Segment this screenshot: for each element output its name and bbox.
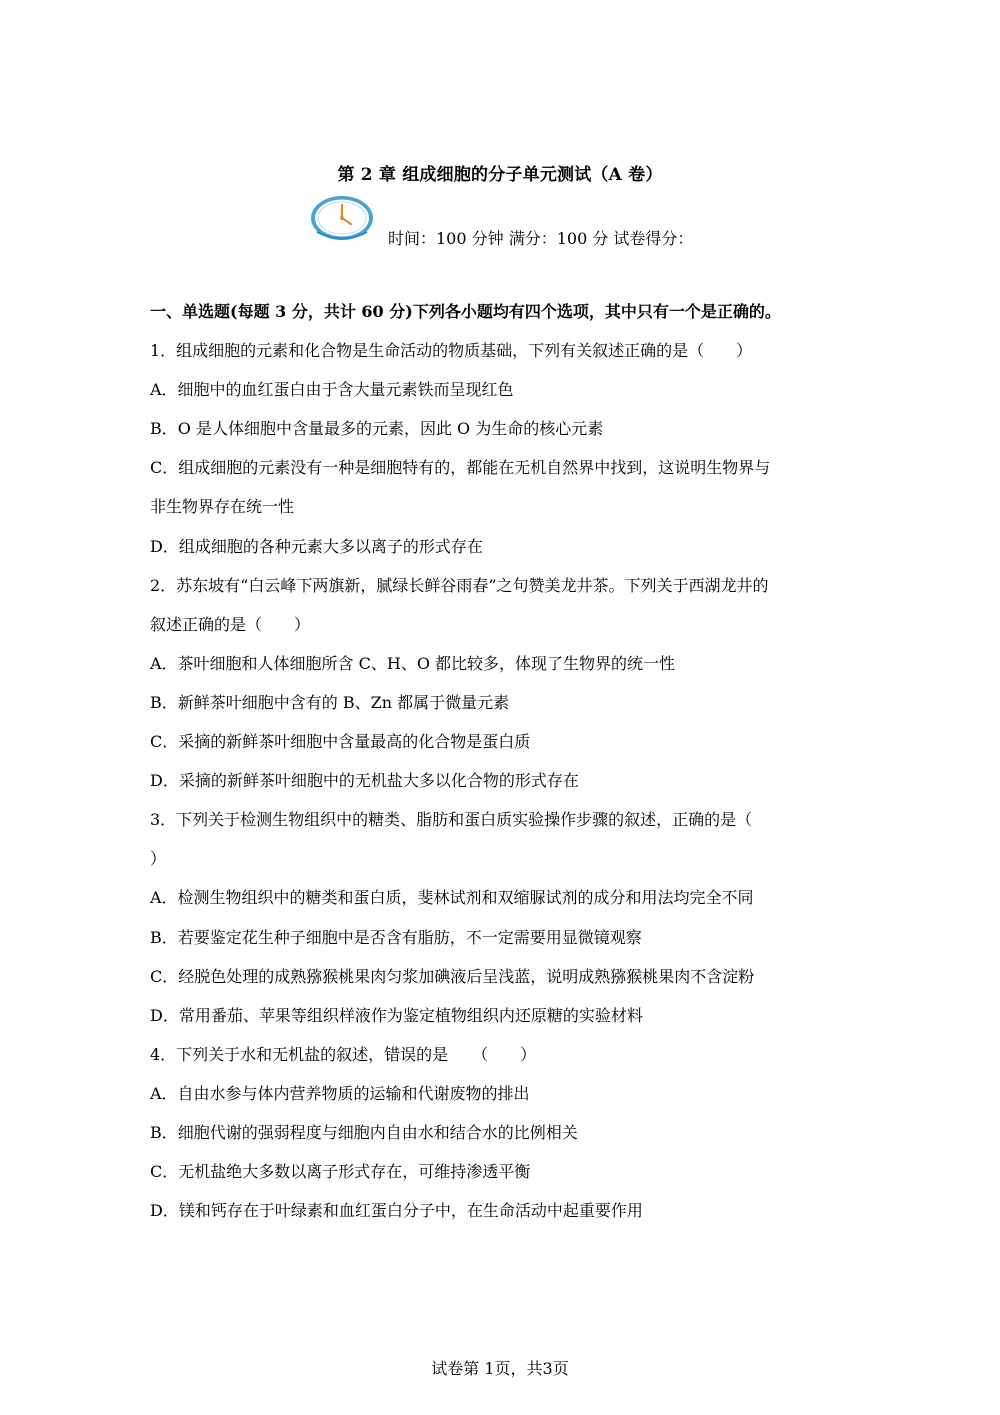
question-stem: 3．下列关于检测生物组织中的糖类、脂肪和蛋白质实验操作步骤的叙述，正确的是（ [150, 810, 753, 830]
option-c: C．经脱色处理的成熟猕猴桃果肉匀浆加碘液后呈浅蓝，说明成熟猕猴桃果肉不含淀粉 [150, 966, 755, 986]
question-1 [150, 331, 870, 566]
option-b: B．若要鉴定花生种子细胞中是否含有脂肪，不一定需要用显微镜观察 [150, 927, 642, 947]
question-2 [150, 566, 870, 801]
section-heading: 一、单选题(每题 3 分，共计 60 分)下列各小题均有四个选项，其中只有一个是正确的。 [150, 302, 781, 321]
option-d: D．镁和钙存在于叶绿素和血红蛋白分子中，在生命活动中起重要作用 [150, 1201, 643, 1221]
option-a: A．细胞中的血红蛋白由于含大量元素铁而呈现红色 [150, 380, 514, 400]
question-3 [150, 800, 870, 1035]
option-c-continued: 非生物界存在统一性 [150, 497, 295, 517]
page-footer: 试卷第 1页，共3页 [431, 1359, 569, 1378]
option-c: C．采摘的新鲜茶叶细胞中含量最高的化合物是蛋白质 [150, 732, 531, 752]
question-stem-continued: 叙述正确的是（ ） [150, 614, 311, 634]
option-b: B．O 是人体细胞中含量最多的元素，因此 O 为生命的核心元素 [150, 419, 604, 439]
option-a: A．自由水参与体内营养物质的运输和代谢废物的排出 [150, 1083, 530, 1103]
question-stem-continued: ） [150, 849, 167, 869]
option-a: A．茶叶细胞和人体细胞所含 C、H、O 都比较多，体现了生物界的统一性 [150, 653, 676, 673]
option-c: C．组成细胞的元素没有一种是细胞特有的，都能在无机自然界中找到，这说明生物界与 [150, 458, 771, 478]
option-b: B．新鲜茶叶细胞中含有的 B、Zn 都属于微量元素 [150, 692, 510, 712]
option-d: D．常用番茄、苹果等组织样液作为鉴定植物组织内还原糖的实验材料 [150, 1005, 643, 1025]
clock-icon [309, 193, 375, 243]
option-b: B．细胞代谢的强弱程度与细胞内自由水和结合水的比例相关 [150, 1122, 578, 1142]
option-c: C．无机盐绝大多数以离子形式存在，可维持渗透平衡 [150, 1162, 531, 1182]
question-stem: 4．下列关于水和无机盐的叙述，错误的是 （ ） [150, 1044, 537, 1064]
exam-content [150, 292, 870, 1230]
question-stem: 2．苏东坡有“白云峰下两旗新，腻绿长鲜谷雨春”之句赞美龙井茶。下列关于西湖龙井的 [150, 575, 769, 595]
exam-meta: 时间：100 分钟 满分：100 分 试卷得分： [388, 229, 694, 248]
option-a: A．检测生物组织中的糖类和蛋白质，斐林试剂和双缩脲试剂的成分和用法均完全不同 [150, 888, 754, 908]
option-d: D．采摘的新鲜茶叶细胞中的无机盐大多以化合物的形式存在 [150, 771, 579, 791]
option-d: D．组成细胞的各种元素大多以离子的形式存在 [150, 536, 483, 556]
question-stem: 1．组成细胞的元素和化合物是生命活动的物质基础，下列有关叙述正确的是（ ） [150, 341, 753, 361]
question-4 [150, 1035, 870, 1230]
page-title: 第 2 章 组成细胞的分子单元测试（A 卷） [337, 165, 663, 185]
